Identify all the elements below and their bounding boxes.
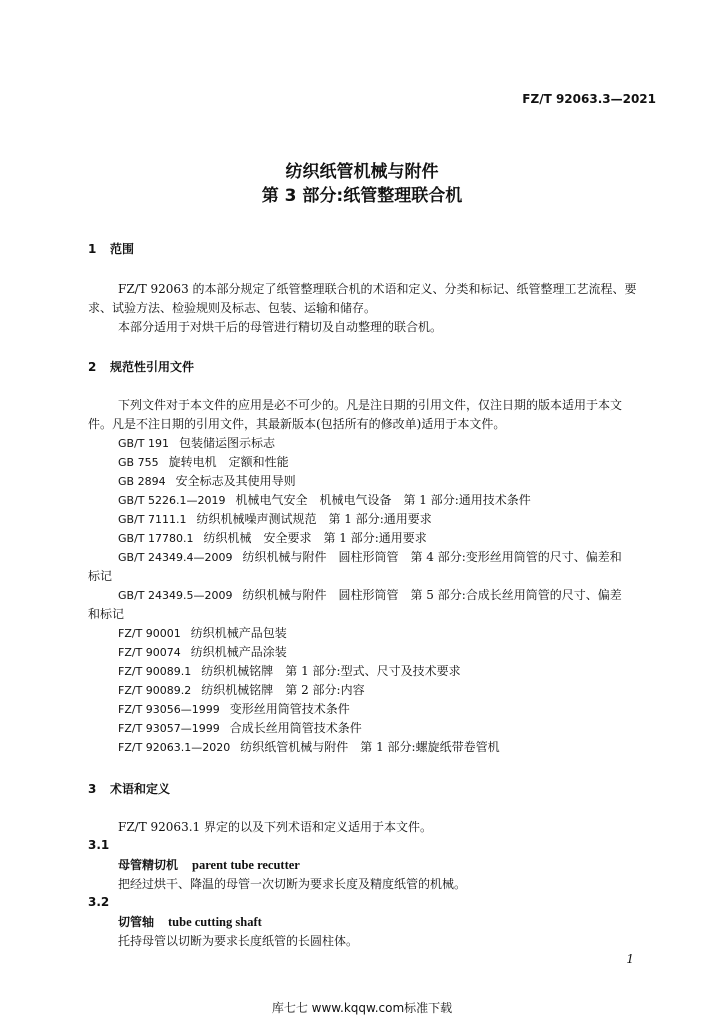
reference-item: GB/T 191 包装储运图示标志	[118, 436, 276, 450]
reference-item: FZ/T 90001 纺织机械产品包装	[118, 626, 287, 640]
section-number: 1	[88, 242, 97, 256]
references-intro-line1: 下列文件对于本文件的应用是必不可少的。凡是注日期的引用文件，仅注日期的版本适用于本文	[118, 398, 623, 412]
reference-item: GB/T 24349.5—2009 纺织机械与附件 圆柱形筒管 第 5 部分:合成长丝用筒管的尺寸、偏差	[118, 588, 622, 602]
reference-item-continuation: 和标记	[88, 607, 125, 621]
scope-paragraph-line1: FZ/T 92063 的本部分规定了纸管整理联合机的术语和定义、分类和标记、纸管整理工艺流程、要	[118, 282, 637, 296]
reference-item: FZ/T 93057—1999 合成长丝用筒管技术条件	[118, 721, 362, 735]
document-title-line2: 第 3 部分:纸管整理联合机	[261, 186, 463, 206]
term-definition: 把经过烘干、降温的母管一次切断为要求长度及精度纸管的机械。	[118, 877, 467, 891]
reference-item: FZ/T 90089.2 纺织机械铭牌 第 2 部分:内容	[118, 683, 365, 697]
references-intro-line2: 件。凡是不注日期的引用文件，其最新版本(包括所有的修改单)适用于本文件。	[88, 417, 506, 431]
section-title: 术语和定义	[110, 782, 171, 796]
section-title: 规范性引用文件	[110, 360, 195, 374]
section-3-heading	[88, 780, 170, 797]
scope-applicability: 本部分适用于对烘干后的母管进行精切及自动整理的联合机。	[118, 320, 443, 334]
term-definition: 托持母管以切断为要求长度纸管的长圆柱体。	[118, 934, 359, 948]
section-title: 范围	[110, 242, 135, 256]
section-number: 3	[88, 782, 97, 796]
reference-item: GB/T 17780.1 纺织机械 安全要求 第 1 部分:通用要求	[118, 531, 427, 545]
document-title-line1: 纺织纸管机械与附件	[285, 162, 439, 182]
term-number: 3.2	[88, 895, 110, 909]
section-1-heading	[88, 240, 134, 257]
standard-code: FZ/T 92063.3—2021	[522, 92, 656, 106]
reference-item: GB/T 7111.1 纺织机械噪声测试规范 第 1 部分:通用要求	[118, 512, 432, 526]
page-number: 1	[626, 952, 634, 966]
scope-paragraph-line2: 求、试验方法、检验规则及标志、包装、运输和储存。	[88, 301, 377, 315]
reference-item: FZ/T 90089.1 纺织机械铭牌 第 1 部分:型式、尺寸及技术要求	[118, 664, 461, 678]
terms-intro: FZ/T 92063.1 界定的以及下列术语和定义适用于本文件。	[118, 820, 432, 834]
term-name: 切管轴 tube cutting shaft	[118, 915, 262, 929]
reference-item: GB 755 旋转电机 定额和性能	[118, 455, 289, 469]
section-2-heading	[88, 358, 194, 375]
reference-item: FZ/T 90074 纺织机械产品涂装	[118, 645, 287, 659]
footer-watermark: 库七七 www.kqqw.com标准下载	[271, 1001, 453, 1015]
term-name: 母管精切机 parent tube recutter	[118, 858, 300, 872]
term-number: 3.1	[88, 838, 110, 852]
reference-item: FZ/T 93056—1999 变形丝用筒管技术条件	[118, 702, 350, 716]
reference-item-continuation: 标记	[88, 569, 113, 583]
reference-item: FZ/T 92063.1—2020 纺织纸管机械与附件 第 1 部分:螺旋纸带卷管机	[118, 740, 500, 754]
section-number: 2	[88, 360, 97, 374]
reference-item: GB/T 24349.4—2009 纺织机械与附件 圆柱形筒管 第 4 部分:变形丝用筒管的尺寸、偏差和	[118, 550, 622, 564]
reference-item: GB/T 5226.1—2019 机械电气安全 机械电气设备 第 1 部分:通用技术条件	[118, 493, 531, 507]
reference-item: GB 2894 安全标志及其使用导则	[118, 474, 296, 488]
